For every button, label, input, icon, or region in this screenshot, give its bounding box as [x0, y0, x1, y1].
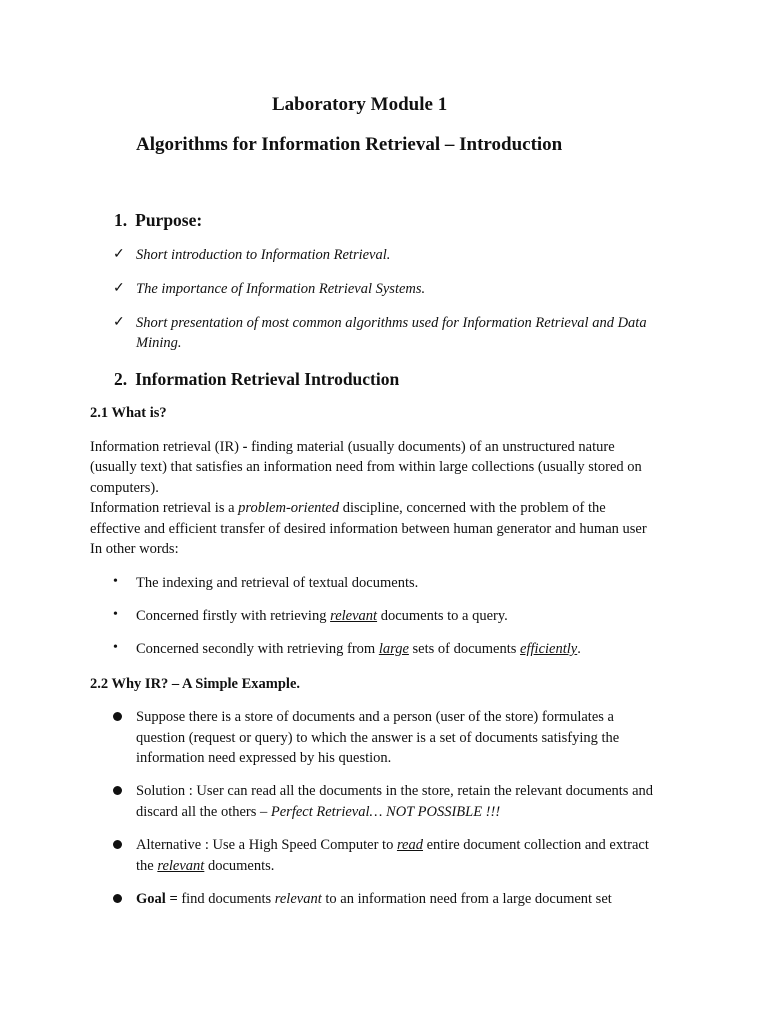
ir-definition-line-3: computers).: [90, 480, 159, 496]
ir-term: Information retrieval (IR): [90, 439, 239, 455]
ir-definition-line-2: (usually text) that satisfies an information need from within large collections (usually stored on: [90, 459, 642, 475]
section1-number: 1.: [114, 210, 128, 230]
emphasis-text: read: [396, 837, 423, 853]
example-item-1-line-2: question (request or query) to which the answer is a set of documents satisfying the: [136, 730, 620, 746]
check-icon: ✓: [113, 281, 125, 296]
text: entire document collection and extract: [423, 837, 649, 853]
ir-discipline-line-2: effective and efficient transfer of desired information between human generator and human user: [90, 521, 647, 537]
list-item: [136, 606, 508, 627]
section2-number: 2.: [114, 369, 128, 389]
example-item-2-line-2: [136, 802, 500, 823]
ir-definition-text: finding material (usually documents) of an unstructured nature: [251, 439, 615, 455]
bullet-dot-icon: [113, 786, 122, 795]
emphasis-text: relevant: [274, 891, 322, 907]
text: Alternative : Use a High Speed Computer to: [136, 837, 397, 853]
emphasis-text: Perfect Retrieval… NOT POSSIBLE !!!: [270, 804, 501, 820]
emphasis-text: efficiently: [520, 641, 578, 657]
purpose-item-1: Short introduction to Information Retrieval.: [136, 247, 391, 263]
bullet-icon: •: [113, 574, 118, 589]
bullet-icon: •: [113, 640, 118, 655]
example-item-1-line-3: information need expressed by his question.: [136, 750, 392, 766]
subsection-2-1-heading: 2.1 What is?: [90, 405, 167, 421]
text: sets of documents: [408, 641, 521, 657]
section1-heading: [114, 210, 202, 231]
list-item: [136, 639, 581, 660]
example-item-3-line-1: [136, 835, 649, 856]
example-item-1-line-1: Suppose there is a store of documents and a person (user of the store) formulates a: [136, 709, 614, 725]
emphasis-text: relevant: [157, 858, 205, 874]
text: Concerned secondly with retrieving from: [136, 641, 379, 657]
text: documents to a query.: [377, 608, 508, 624]
bullet-dot-icon: [113, 840, 122, 849]
purpose-item-2: The importance of Information Retrieval Systems.: [136, 281, 426, 297]
check-icon: ✓: [113, 315, 125, 330]
text: Information retrieval is a: [90, 500, 239, 516]
example-item-3-line-2: [136, 856, 274, 877]
purpose-item-3-cont: Mining.: [136, 335, 182, 351]
text: discipline, concerned with the problem of the: [339, 500, 606, 516]
section2-title: Information Retrieval Introduction: [135, 369, 400, 389]
text: Concerned firstly with retrieving: [136, 608, 331, 624]
ir-discipline-line-3: In other words:: [90, 541, 179, 557]
ir-definition-line-1: [90, 437, 615, 458]
emphasis-text: relevant: [330, 608, 378, 624]
text: documents.: [204, 858, 275, 874]
check-icon: ✓: [113, 247, 125, 262]
goal-label: Goal: [136, 891, 166, 907]
section2-heading: [114, 369, 399, 390]
text: to an information need from a large document set: [321, 891, 612, 907]
text: find documents: [181, 891, 275, 907]
purpose-item-3: Short presentation of most common algorithms used for Information Retrieval and Data: [136, 315, 647, 331]
text: discard all the others –: [136, 804, 271, 820]
bullet-dot-icon: [113, 712, 122, 721]
page-title: Laboratory Module 1: [272, 94, 448, 115]
bullet-dot-icon: [113, 894, 122, 903]
section1-title: Purpose:: [135, 210, 203, 230]
text: the: [136, 858, 158, 874]
subsection-2-2-heading: 2.2 Why IR? – A Simple Example.: [90, 676, 301, 692]
emphasis-text: large: [378, 641, 409, 657]
example-item-4: [136, 889, 612, 910]
page-subtitle: Algorithms for Information Retrieval – Introduction: [136, 134, 563, 155]
example-item-2-line-1: Solution : User can read all the documents in the store, retain the relevant documents and: [136, 783, 654, 799]
ir-discipline-line-1: [90, 498, 606, 519]
text: =: [165, 891, 182, 907]
dash: -: [238, 439, 252, 455]
list-item: The indexing and retrieval of textual documents.: [136, 575, 419, 591]
bullet-icon: •: [113, 607, 118, 622]
emphasis-text: problem-oriented: [238, 500, 340, 516]
text: .: [577, 641, 581, 657]
